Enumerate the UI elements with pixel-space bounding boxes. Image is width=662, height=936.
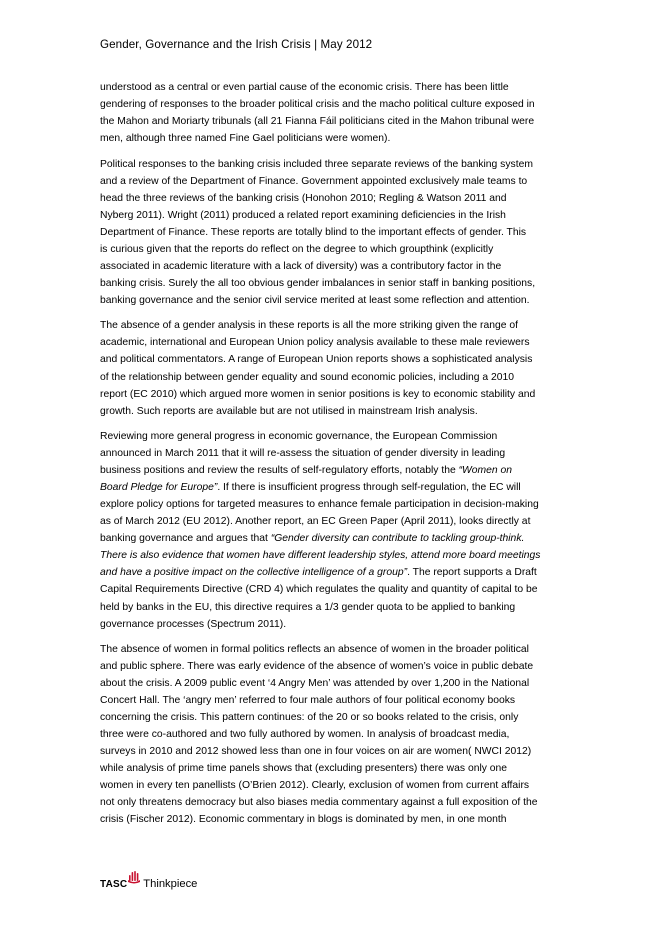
text-line bbox=[100, 547, 583, 564]
text-line: three were co-authored and two fully authored by women. In analysis of broadcast media, bbox=[100, 729, 510, 741]
text-line: academic, international and European Union policy analysis available to these male reviewers bbox=[100, 337, 530, 349]
text-line: not only threatens democracy but also biases media commentary against a full exposition of the bbox=[100, 797, 538, 809]
paragraph-5 bbox=[100, 641, 583, 829]
text-line: Nyberg 2011). Wright (2011) produced a related report examining deficiencies in the Irish bbox=[100, 209, 506, 221]
text-line: women in every ten panellists (O’Brien 2012). Clearly, exclusion of women from current affairs bbox=[100, 780, 530, 792]
text-line: is curious given that the reports do reflect on the degree to which groupthink (explicitly bbox=[100, 243, 494, 255]
text-line: the Mahon and Moriarty tribunals (all 21 Fianna Fáil politicians cited in the Mahon tribunal were bbox=[100, 116, 535, 128]
text-line bbox=[100, 530, 583, 547]
text-line: Concert Hall. The ‘angry men’ referred to four male authors of four political economy books bbox=[100, 695, 516, 707]
text-run: banking governance and argues that bbox=[100, 533, 271, 545]
text-line: men, although three named Fine Gael politicians were women). bbox=[100, 133, 391, 145]
text-line bbox=[100, 479, 583, 496]
running-header: Gender, Governance and the Irish Crisis | May 2012 bbox=[100, 38, 373, 51]
italic-quote: “Women on bbox=[458, 465, 513, 477]
text-line: about the crisis. A 2009 public event ‘4 Angry Men’ was attended by over 1,200 in the National bbox=[100, 678, 530, 690]
text-line: and a review of the Department of Finance. Government appointed exclusively male teams to bbox=[100, 175, 528, 187]
paragraph-4 bbox=[100, 428, 583, 633]
text-line: explore policy options for targeted measures to enhance female participation in decision-making bbox=[100, 499, 539, 511]
text-line: Political responses to the banking crisis included three separate reviews of the banking system bbox=[100, 158, 533, 170]
italic-quote: and have a positive impact on the collective intelligence of a group” bbox=[100, 567, 408, 579]
text-line: concerning the crisis. This pattern continues: of the 20 or so books related to the crisis, only bbox=[100, 712, 519, 724]
paragraph-2 bbox=[100, 156, 583, 309]
logo-wordmark: TASC bbox=[100, 879, 128, 890]
text-line: head the three reviews of the banking crisis (Honohon 2010; Regling & Watson 2011 and bbox=[100, 192, 507, 204]
text-line: understood as a central or even partial cause of the economic crisis. There has been little bbox=[100, 82, 509, 93]
text-line bbox=[100, 564, 583, 581]
text-line: of the relationship between gender equality and sound economic policies, including a 2010 bbox=[100, 371, 515, 383]
text-line: Capital Requirements Directive (CRD 4) which regulates the quality and quantity of capital to be bbox=[100, 584, 538, 596]
paragraph-3 bbox=[100, 317, 583, 419]
text-run: business positions and review the results of self-regulatory efforts, notably the bbox=[100, 465, 459, 477]
tasc-logo bbox=[100, 876, 143, 890]
italic-quote: Board Pledge for Europe” bbox=[100, 482, 218, 494]
text-line: gendering of responses to the broader political crisis and the macho political culture exposed in bbox=[100, 99, 535, 111]
text-line: governance processes (Spectrum 2011). bbox=[100, 618, 287, 630]
hand-mark-icon bbox=[127, 870, 141, 884]
text-line: The absence of a gender analysis in these reports is all the more striking given the range of bbox=[100, 320, 519, 332]
text-line: Department of Finance. These reports are totally blind to the important effects of gender. This bbox=[100, 226, 527, 238]
text-line: as of March 2012 (EU 2012). Another report, an EC Green Paper (April 2011), looks directly at bbox=[100, 516, 531, 528]
text-line bbox=[100, 462, 583, 479]
text-line: announced in March 2011 that it will re-assess the situation of gender diversity in leading bbox=[100, 448, 506, 460]
text-line: report (EC 2010) which argued more women in senior positions is key to economic stability and bbox=[100, 388, 536, 400]
text-line: and public sphere. There was early evidence of the absence of women’s voice in public debate bbox=[100, 661, 534, 673]
text-line: surveys in 2010 and 2012 showed less than one in four voices on air are women( NWCI 2012) bbox=[100, 746, 532, 758]
text-run: . If there is insufficient progress through self-regulation, the EC will bbox=[217, 482, 521, 494]
text-line: Reviewing more general progress in economic governance, the European Commission bbox=[100, 431, 498, 443]
paragraph-1 bbox=[100, 79, 583, 147]
text-line: associated in academic literature with a lack of diversity) was a contributory factor in the bbox=[100, 260, 502, 272]
italic-quote: “Gender diversity can contribute to tackling group-think. bbox=[270, 533, 525, 545]
text-line: banking governance and the senior civil service merited at least some reflection and attention. bbox=[100, 294, 530, 306]
footer-label: Thinkpiece bbox=[143, 878, 198, 890]
text-line: banking crisis. Surely the all too obvious gender imbalances in senior staff in banking positions, bbox=[100, 277, 536, 289]
text-line: held by banks in the EU, this directive requires a 1/3 gender quota to be applied to banking bbox=[100, 601, 516, 613]
text-run: . The report supports a Draft bbox=[407, 567, 537, 579]
italic-quote: There is also evidence that women have different leadership styles, attend more board meetings bbox=[100, 550, 541, 562]
page-footer bbox=[100, 876, 197, 890]
text-line: crisis (Fischer 2012). Economic commentary in blogs is dominated by men, in one month bbox=[100, 814, 507, 826]
text-line: The absence of women in formal politics reflects an absence of women in the broader political bbox=[100, 644, 529, 656]
text-line: growth. Such reports are available but are not utilised in mainstream Irish analysis. bbox=[100, 405, 478, 417]
text-line: while analysis of prime time panels shows that (excluding presenters) there was only one bbox=[100, 763, 508, 775]
text-line: and political commentators. A range of European Union reports shows a sophisticated analysis bbox=[100, 354, 533, 366]
body-text bbox=[100, 79, 583, 837]
